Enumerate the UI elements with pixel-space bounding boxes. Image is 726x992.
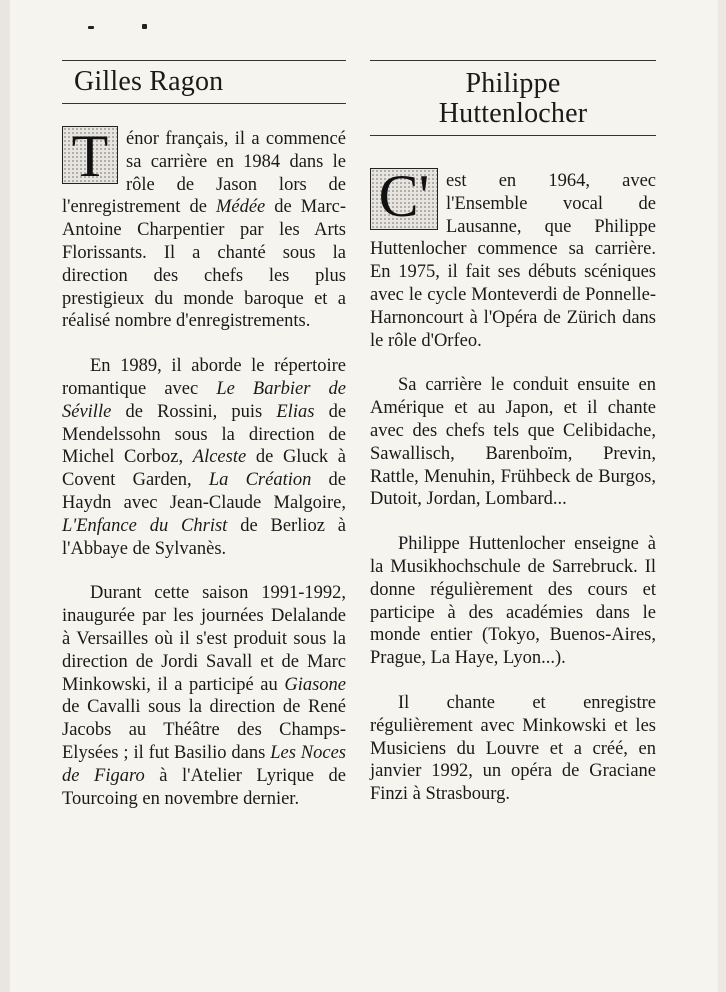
artist-name	[370, 69, 656, 129]
work-title: Le Barbier de Séville	[62, 378, 347, 422]
article-gilles-ragon	[62, 60, 346, 832]
text-run: de Haydn avec Jean-Claude Malgoire,	[62, 470, 346, 513]
paragraph: Sa carrière le conduit ensuite en Amérique et au Japon, et il chante avec des chefs tels que Celibidache, Sawallisch, Barenboïm, Previn, Rattle, Menuhin, Frühbeck de Burgos, Dutoit, Jordan, Lombard...	[370, 375, 656, 510]
work-title: Médée	[215, 197, 266, 218]
text-run: à l'Atelier Lyrique de Tourcoing en novembre dernier.	[62, 765, 346, 809]
speck-mark	[88, 26, 94, 29]
artist-name-line: Huttenlocher	[438, 98, 588, 129]
artist-name-line: Philippe	[465, 68, 561, 99]
artist-name: Gilles Ragon	[74, 66, 224, 97]
speck-mark	[142, 24, 147, 29]
header-bottom-rule	[370, 135, 656, 136]
text-run: de Cavalli sous la direction de René Jacobs au Théâtre des Champs-Elysées ; il fut Basilio dans	[62, 697, 346, 763]
paragraph	[62, 355, 346, 560]
text-run: de Rossini, puis	[125, 401, 263, 422]
text-run: est en 1964, avec l'Ensemble vocal de Lausanne, que Philippe Huttenlocher commence sa carrière. En 1975, il fait ses débuts scéniques avec le cycle Monteverdi de Ponnelle-Harnoncourt à l'Opéra de Zürich dans le rôle d'Orfeo.	[370, 171, 656, 351]
drop-cap: C'	[370, 168, 438, 230]
work-title: La Création	[208, 470, 312, 491]
paragraph: Philippe Huttenlocher enseigne à la Musikhochschule de Sarrebruck. Il donne régulièrement des cours et participe à des académies dans le monde entier (Tokyo, Buenos-Aires, Prague, La Haye, Lyon...).	[370, 534, 656, 669]
text-run: En 1989, il aborde le répertoire romantique avec	[62, 356, 346, 399]
work-title: Elias	[276, 401, 315, 422]
drop-cap: T	[62, 126, 118, 184]
text-run: énor français, il a commencé sa carrière en 1984 dans le rôle de Jason lors de l'enregistrement de	[62, 129, 346, 218]
article-body	[370, 164, 656, 806]
text-run: de Gluck à Covent Garden,	[62, 447, 347, 491]
header-top-rule	[62, 60, 346, 61]
work-title: L'Enfance du Christ	[62, 515, 228, 536]
text-run: de Marc-Antoine Charpentier par les Arts Florissants. Il a chanté sous la direction des chefs les plus prestigieux du monde baroque et a réalisé nombre d'enregistrements.	[62, 197, 346, 332]
scan-left-edge	[0, 0, 10, 992]
paragraph	[62, 582, 346, 810]
paragraph	[370, 164, 656, 352]
article-philippe-huttenlocher	[370, 60, 656, 828]
text-run: Durant cette saison 1991-1992, inaugurée par les journées Delalande à Versailles où il s'est produit sous la direction de Jordi Savall et de Marc Minkowski, il a participé au	[62, 583, 346, 695]
text-run: de Berlioz à l'Abbaye de Sylvanès.	[62, 515, 347, 559]
work-title: Les Noces de Figaro	[62, 742, 347, 786]
paragraph: Il chante et enregistre régulièrement avec Minkowski et les Musiciens du Louvre et a créé, en janvier 1992, un opéra de Graciane Finzi à Strasbourg.	[370, 692, 656, 805]
work-title: Giasone	[284, 674, 346, 695]
article-body	[62, 122, 346, 810]
paragraph	[62, 122, 346, 333]
header-bottom-rule	[62, 103, 346, 104]
work-title: Alceste	[192, 447, 247, 468]
text-run: de Mendelssohn sous la direction de Michel Corboz,	[62, 401, 347, 468]
scan-right-edge	[718, 0, 726, 992]
header-top-rule	[370, 60, 656, 61]
